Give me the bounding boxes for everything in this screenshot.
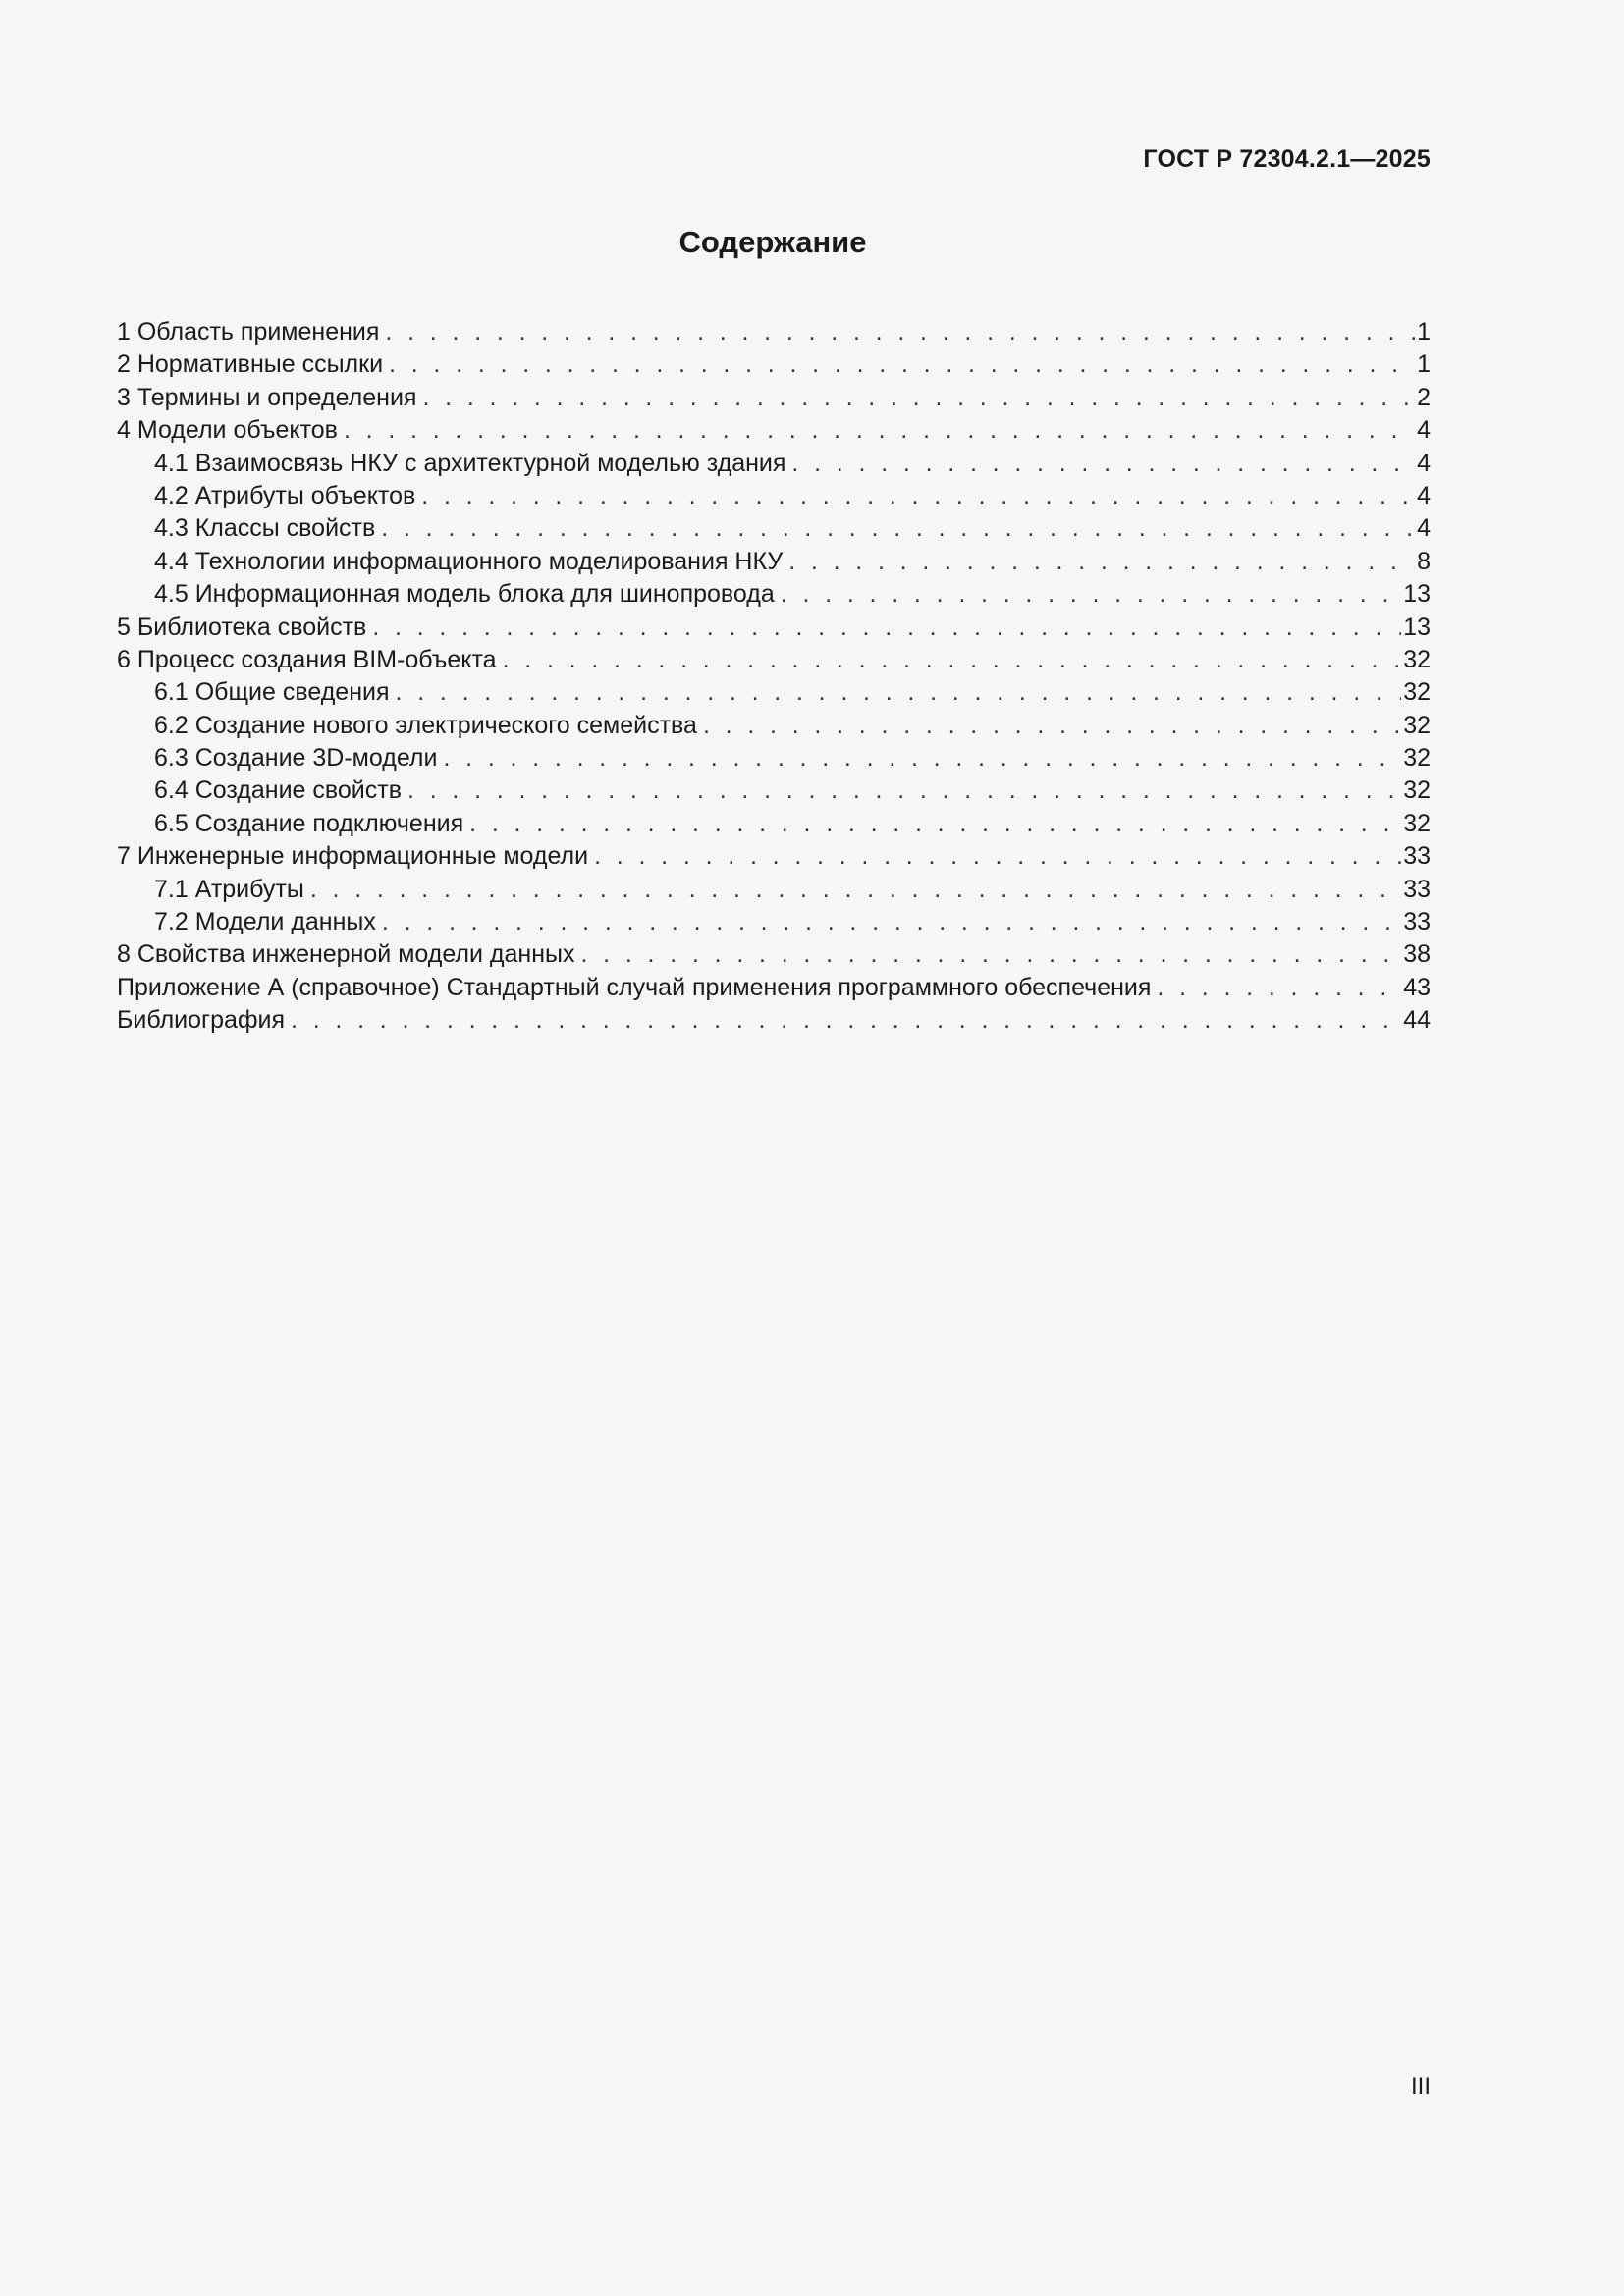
page-number: III [1410, 2073, 1431, 2100]
toc-entry-page: 33 [1403, 842, 1431, 871]
toc-entry[interactable] [117, 348, 1431, 381]
toc-entry-label: 6.1 Общие сведения [154, 678, 390, 707]
toc-entry-label: 6.4 Создание свойств [154, 776, 403, 805]
toc-leader-dots [382, 906, 1401, 938]
table-of-contents [117, 316, 1431, 1038]
toc-entry[interactable] [117, 906, 1431, 938]
toc-entry-page: 33 [1403, 875, 1431, 903]
toc-entry-page: 32 [1403, 711, 1431, 739]
toc-entry-label: 4.5 Информационная модель блока для шинопровода [154, 580, 775, 609]
toc-entry-label: 5 Библиотека свойств [117, 613, 367, 641]
toc-entry-label: 4.3 Классы свойств [154, 514, 376, 543]
toc-entry[interactable] [117, 644, 1431, 676]
toc-entry[interactable] [117, 448, 1431, 480]
toc-entry-label: Библиография [117, 1006, 286, 1035]
toc-entry-label: 4 Модели объектов [117, 416, 338, 445]
toc-leader-dots [469, 808, 1401, 840]
toc-entry-label: 8 Свойства инженерной модели данных [117, 940, 575, 969]
toc-entry[interactable] [117, 480, 1431, 512]
toc-leader-dots [396, 676, 1402, 709]
toc-entry[interactable] [117, 512, 1431, 545]
toc-entry-label: 4.4 Технологии информационного моделирования НКУ [154, 547, 784, 575]
toc-leader-dots [791, 448, 1415, 480]
toc-entry-label: 4.2 Атрибуты объектов [154, 481, 416, 509]
toc-entry-label: 1 Область применения [117, 318, 380, 346]
toc-entry-page: 13 [1403, 613, 1431, 641]
toc-entry-page: 1 [1417, 350, 1431, 379]
toc-entry-page: 38 [1403, 940, 1431, 969]
toc-entry[interactable] [117, 874, 1431, 906]
toc-entry[interactable] [117, 808, 1431, 840]
toc-entry-page: 4 [1417, 481, 1431, 509]
toc-leader-dots [594, 840, 1401, 873]
toc-leader-dots [443, 742, 1401, 774]
toc-entry-page: 13 [1403, 580, 1431, 609]
toc-entry[interactable] [117, 840, 1431, 873]
toc-entry[interactable] [117, 710, 1431, 742]
toc-entry-page: 32 [1403, 809, 1431, 837]
toc-entry-page: 32 [1403, 776, 1431, 805]
toc-leader-dots [703, 710, 1401, 742]
toc-leader-dots [291, 1004, 1401, 1037]
toc-leader-dots [421, 480, 1415, 512]
toc-entry-label: 7.2 Модели данных [154, 908, 376, 936]
toc-entry-page: 1 [1417, 318, 1431, 346]
toc-entry-page: 4 [1417, 514, 1431, 543]
toc-leader-dots [344, 414, 1415, 447]
toc-entry[interactable] [117, 578, 1431, 611]
toc-entry-label: 6 Процесс создания BIM-объекта [117, 645, 497, 673]
toc-entry-page: 8 [1417, 547, 1431, 575]
toc-entry[interactable] [117, 676, 1431, 709]
toc-entry-page: 32 [1403, 744, 1431, 773]
toc-entry-label: 6.3 Создание 3D-модели [154, 744, 438, 773]
toc-entry-label: 2 Нормативные ссылки [117, 350, 384, 379]
toc-entry-label: 7.1 Атрибуты [154, 875, 304, 903]
toc-entry-label: 6.5 Создание подключения [154, 809, 464, 837]
toc-entry-label: 7 Инженерные информационные модели [117, 842, 589, 871]
toc-entry[interactable] [117, 316, 1431, 348]
toc-leader-dots [310, 874, 1401, 906]
toc-entry[interactable] [117, 972, 1431, 1004]
toc-leader-dots [503, 644, 1402, 676]
toc-entry-page: 4 [1417, 416, 1431, 445]
toc-entry-page: 32 [1403, 678, 1431, 707]
toc-leader-dots [580, 938, 1401, 971]
toc-entry[interactable] [117, 414, 1431, 447]
toc-entry[interactable] [117, 742, 1431, 774]
toc-entry-page: 32 [1403, 645, 1431, 673]
toc-entry[interactable] [117, 546, 1431, 578]
toc-entry-page: 44 [1403, 1006, 1431, 1035]
toc-entry-label: 4.1 Взаимосвязь НКУ с архитектурной моделью здания [154, 449, 786, 477]
toc-entry-label: 3 Термины и определения [117, 383, 417, 411]
standard-code: ГОСТ Р 72304.2.1—2025 [1143, 145, 1431, 173]
toc-leader-dots [422, 382, 1415, 414]
toc-entry-page: 33 [1403, 908, 1431, 936]
toc-entry-page: 4 [1417, 449, 1431, 477]
toc-entry[interactable] [117, 938, 1431, 971]
toc-entry[interactable] [117, 1004, 1431, 1037]
toc-entry[interactable] [117, 774, 1431, 807]
toc-leader-dots [389, 348, 1415, 381]
toc-leader-dots [372, 612, 1401, 644]
toc-entry-label: Приложение А (справочное) Стандартный случай применения программного обеспечения [117, 973, 1152, 1001]
toc-entry[interactable] [117, 382, 1431, 414]
toc-title: Содержание [678, 225, 867, 259]
toc-entry-page: 2 [1417, 383, 1431, 411]
toc-leader-dots [407, 774, 1401, 807]
toc-leader-dots [781, 578, 1401, 611]
toc-leader-dots [788, 546, 1415, 578]
toc-entry-label: 6.2 Создание нового электрического семейства [154, 711, 697, 739]
toc-entry[interactable] [117, 612, 1431, 644]
toc-leader-dots [381, 512, 1415, 545]
toc-leader-dots [1157, 972, 1401, 1004]
toc-leader-dots [385, 316, 1415, 348]
toc-entry-page: 43 [1403, 973, 1431, 1001]
